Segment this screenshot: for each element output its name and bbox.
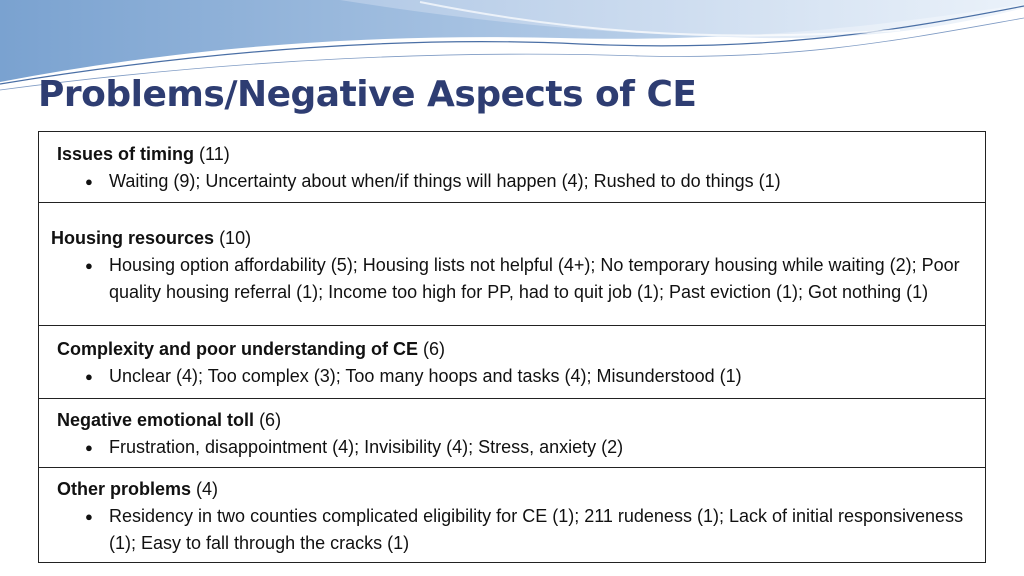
table-row <box>39 203 986 326</box>
category-heading: Negative emotional toll <box>57 410 255 430</box>
category-line <box>57 407 971 434</box>
page-title: Problems/Negative Aspects of CE <box>38 74 697 115</box>
category-count: (10) <box>219 227 252 248</box>
problems-table <box>38 131 986 563</box>
problem-cell <box>39 399 986 468</box>
table-row <box>39 326 986 399</box>
bullet-item: ● Unclear (4); Too complex (3); Too many hoops and tasks (4); Misunderstood (1) <box>57 363 971 390</box>
category-heading: Complexity and poor understanding of CE <box>57 339 419 359</box>
bullet-item: ● Waiting (9); Uncertainty about when/if things will happen (4); Rushed to do things (1) <box>57 168 971 195</box>
category-heading: Housing resources <box>51 227 215 248</box>
bullet-list <box>57 168 971 195</box>
bullet-list <box>57 363 971 390</box>
bullet-item: ● Residency in two counties complicated eligibility for CE (1); 211 rudeness (1); Lack of initial responsiveness (1); Easy to fall through the cracks (1) <box>57 503 971 557</box>
problem-cell <box>39 132 986 203</box>
category-count: (6) <box>259 410 282 430</box>
category-line <box>57 476 971 503</box>
category-heading: Other problems <box>57 478 192 499</box>
bullet-list <box>51 252 971 306</box>
category-line <box>57 336 971 363</box>
table-row <box>39 468 986 563</box>
bullet-list <box>57 434 971 461</box>
category-line <box>57 141 971 168</box>
table-row <box>39 399 986 468</box>
bullet-item: ● Frustration, disappointment (4); Invisibility (4); Stress, anxiety (2) <box>57 434 971 461</box>
category-count: (6) <box>423 339 446 359</box>
category-count: (4) <box>196 478 219 499</box>
bullet-list <box>57 503 971 557</box>
table-row <box>39 132 986 203</box>
category-count: (11) <box>199 144 230 164</box>
bullet-item: ● Housing option affordability (5); Housing lists not helpful (4+); No temporary housing while waiting (2); Poor quality housing referral (1); Income too high for PP, had to quit job (1); Past eviction (1); Got nothing (1) <box>51 252 971 306</box>
problem-cell <box>39 203 986 326</box>
category-line <box>51 225 971 252</box>
problem-cell <box>39 468 986 563</box>
problem-cell <box>39 326 986 399</box>
category-heading: Issues of timing <box>57 144 195 164</box>
